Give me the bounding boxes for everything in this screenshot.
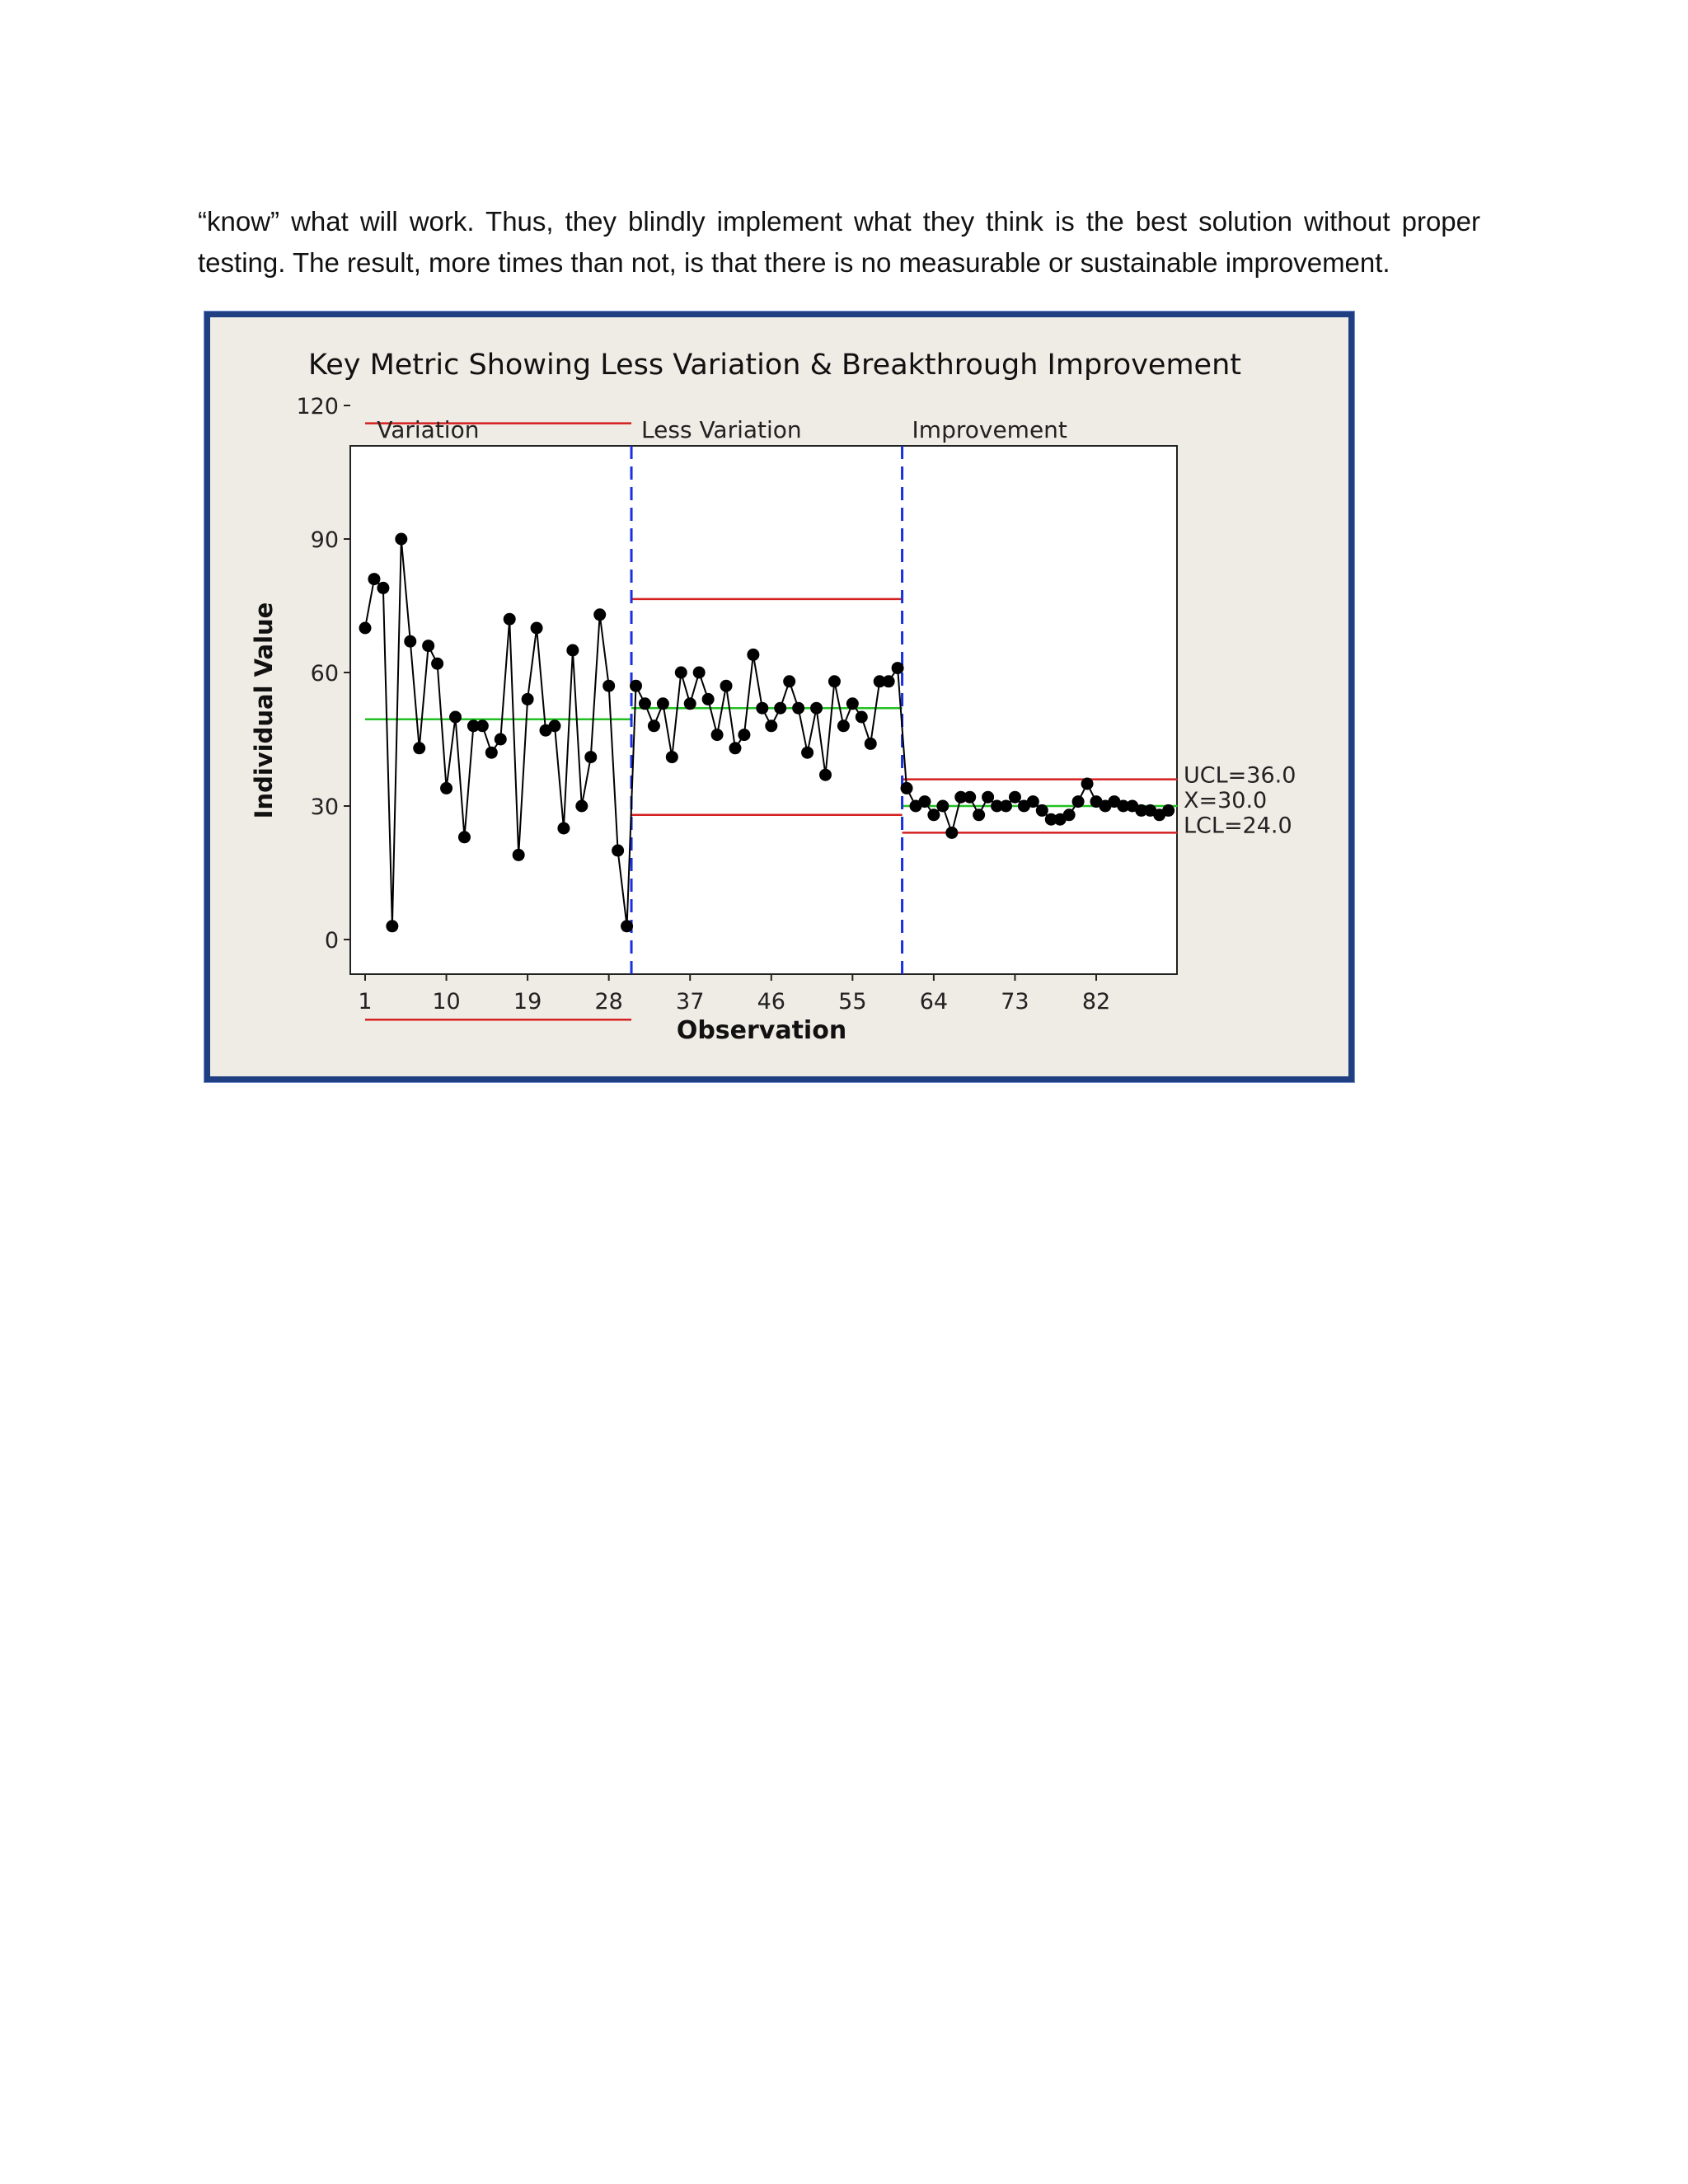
data-point bbox=[684, 697, 696, 710]
data-point bbox=[639, 697, 651, 710]
data-point bbox=[575, 800, 588, 813]
data-point bbox=[675, 667, 687, 679]
x-tick-label: 64 bbox=[919, 989, 949, 1015]
x-tick-label: 37 bbox=[676, 989, 705, 1015]
data-point bbox=[801, 747, 814, 759]
data-point bbox=[485, 747, 498, 759]
y-tick-label: 90 bbox=[310, 527, 339, 553]
data-point bbox=[612, 845, 624, 857]
data-point bbox=[476, 719, 489, 732]
data-point bbox=[927, 808, 940, 821]
data-point bbox=[584, 751, 597, 763]
data-point bbox=[440, 782, 452, 794]
data-point bbox=[593, 608, 606, 621]
data-point bbox=[359, 622, 372, 635]
y-tick-label: 120 bbox=[296, 394, 339, 419]
data-point bbox=[548, 719, 560, 732]
data-point bbox=[837, 719, 850, 732]
limit-label: LCL=24.0 bbox=[1184, 813, 1292, 839]
x-tick-label: 55 bbox=[838, 989, 867, 1015]
body-paragraph: “know” what will work. Thus, they blindly implement what they think is the best solution without proper testing. The result, more times than not, is that there is no measurable or sustainable improvement. bbox=[198, 206, 1480, 278]
data-point bbox=[828, 675, 841, 687]
data-point bbox=[1009, 791, 1021, 804]
data-point bbox=[810, 702, 823, 715]
data-point bbox=[630, 680, 642, 692]
data-point bbox=[918, 795, 931, 808]
data-point bbox=[603, 680, 615, 692]
data-point bbox=[621, 920, 633, 932]
y-axis-label: Individual Value bbox=[250, 602, 278, 819]
limit-label: X=30.0 bbox=[1184, 788, 1268, 813]
data-point bbox=[504, 613, 516, 626]
limit-label: UCL=36.0 bbox=[1184, 762, 1296, 789]
data-point bbox=[657, 697, 669, 710]
x-tick-label: 1 bbox=[358, 989, 373, 1015]
data-point bbox=[892, 662, 904, 674]
chart-frame bbox=[204, 312, 1354, 1082]
data-point bbox=[1081, 778, 1094, 790]
data-point bbox=[883, 675, 895, 687]
data-point bbox=[648, 719, 660, 732]
data-point bbox=[513, 849, 525, 861]
data-point bbox=[964, 791, 976, 804]
data-point bbox=[702, 693, 715, 705]
data-point bbox=[386, 920, 398, 932]
data-point bbox=[711, 729, 724, 741]
data-point bbox=[973, 808, 985, 821]
data-point bbox=[422, 640, 434, 652]
data-point bbox=[945, 827, 958, 839]
x-tick-label: 10 bbox=[432, 989, 461, 1015]
data-point bbox=[377, 582, 389, 594]
data-point bbox=[404, 635, 416, 648]
data-point bbox=[720, 680, 733, 692]
x-axis-label: Observation bbox=[676, 1016, 847, 1045]
data-point bbox=[901, 782, 913, 794]
data-point bbox=[368, 573, 380, 585]
data-point bbox=[865, 738, 877, 750]
data-point bbox=[774, 702, 786, 715]
data-point bbox=[1063, 808, 1076, 821]
data-point bbox=[936, 800, 949, 813]
phase-label: Less Variation bbox=[641, 416, 802, 443]
data-point bbox=[557, 823, 570, 835]
data-point bbox=[1072, 795, 1085, 808]
x-tick-label: 46 bbox=[757, 989, 785, 1015]
data-point bbox=[819, 769, 832, 781]
x-tick-label: 73 bbox=[1001, 989, 1029, 1015]
data-point bbox=[1036, 804, 1048, 817]
data-point bbox=[1027, 795, 1039, 808]
phase-label: Improvement bbox=[912, 416, 1067, 443]
data-point bbox=[756, 702, 768, 715]
data-point bbox=[765, 719, 777, 732]
data-point bbox=[747, 649, 759, 661]
data-point bbox=[1000, 800, 1012, 813]
data-point bbox=[413, 742, 425, 754]
data-point bbox=[729, 742, 741, 754]
x-tick-label: 82 bbox=[1081, 989, 1111, 1015]
x-tick-label: 28 bbox=[594, 989, 623, 1015]
y-tick-label: 0 bbox=[324, 928, 339, 954]
data-point bbox=[666, 751, 678, 763]
data-point bbox=[395, 533, 407, 546]
data-point bbox=[566, 644, 579, 657]
y-tick-label: 60 bbox=[310, 661, 339, 687]
data-point bbox=[693, 667, 706, 679]
data-point bbox=[449, 711, 462, 724]
data-point bbox=[982, 791, 994, 804]
data-point bbox=[495, 733, 507, 746]
data-point bbox=[522, 693, 534, 705]
x-tick-label: 19 bbox=[513, 989, 542, 1015]
y-tick-label: 30 bbox=[310, 794, 339, 820]
data-point bbox=[783, 675, 795, 687]
chart-title: Key Metric Showing Less Variation & Breakthrough Improvement bbox=[307, 349, 1242, 382]
data-point bbox=[1162, 804, 1175, 817]
data-point bbox=[431, 658, 443, 670]
data-point bbox=[856, 711, 868, 724]
data-point bbox=[846, 697, 859, 710]
control-chart bbox=[210, 317, 1348, 1076]
phase-label: Variation bbox=[377, 416, 480, 443]
data-point bbox=[738, 729, 750, 741]
data-point bbox=[792, 702, 804, 715]
data-point bbox=[458, 831, 471, 843]
data-point bbox=[531, 622, 543, 635]
